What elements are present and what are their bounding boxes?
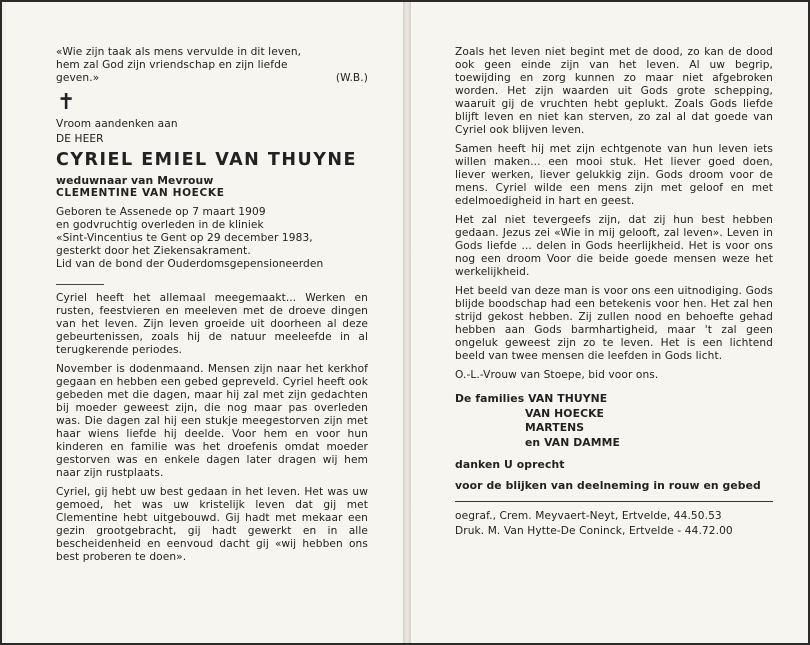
memory-text: Vroom aandenken aan: [56, 118, 178, 130]
memorial-card: [2, 2, 808, 643]
prayer-line: O.-L.-Vrouw van Stoepe, bid voor ons.: [455, 369, 659, 381]
title-text: DE HEER: [56, 133, 104, 145]
families-list: [455, 392, 773, 450]
paragraph: Cyriel heeft het allemaal meegemaakt... Werken en rusten, feestvieren en meeleven met de droeve dingen van het leven. Zijn leven groeide uit doorheen al deze gebeurtenissen, zoals hij de natuur meeleefde in al terugkerende periodes.: [56, 292, 368, 356]
deceased-name: CYRIEL EMIEL VAN THUYNE: [56, 150, 357, 170]
right-body-text: [455, 46, 773, 540]
left-page: [6, 2, 404, 643]
detail-line: «Sint-Vincentius te Gent op 29 december 1983,: [56, 232, 313, 244]
quote-line: hem zal God zijn vriendschap en zijn liefde: [56, 59, 288, 71]
printer-line: oegraf., Crem. Meyvaert-Neyt, Ertvelde, 44.50.53: [455, 510, 722, 522]
quote-line: «Wie zijn taak als mens vervulde in dit leven,: [56, 46, 302, 58]
thanks-line: danken U oprecht: [455, 458, 565, 471]
widow-of-text: weduwnaar van Mevrouw: [56, 174, 214, 187]
right-page: [410, 2, 808, 643]
cross-icon: ✝: [57, 90, 76, 115]
family-name: VAN THUYNE: [528, 392, 608, 405]
wife-name: CLEMENTINE VAN HOECKE: [56, 187, 225, 199]
thanks-block: [455, 458, 773, 493]
deceased-block: [56, 118, 368, 296]
quote-line: geven.» (W.B.): [56, 72, 368, 84]
family-name: en VAN DAMME: [525, 435, 620, 449]
quote-signature: (W.B.): [335, 72, 368, 84]
paragraph: Het beeld van deze man is voor ons een uitnodiging. Gods blijde boodschap had een betekenis voor hen. Het zal hen strijd gekost hebben. Zij zullen nood en behoefte gehad hebben aan Gods barmhartigheid, maar 't zal geen ongeluk geweest zijn zo te leven. Het is een lichtend beeld van twee mensen die leefden in Gods licht.: [455, 285, 773, 362]
family-name: MARTENS: [525, 421, 585, 434]
paragraph: Samen heeft hij met zijn echtgenote van hun leven iets willen maken... een mooi stuk. Het liever goed doen, liever werken, liever gelukkig zijn. Gods droom voor de mens. Cyriel wilde een mens zijn met geloof en met edelmoedigheid in hart en geest.: [455, 143, 773, 207]
detail-line: Lid van de bond der Ouderdomsgepensioneerden: [56, 258, 324, 270]
divider: [56, 284, 104, 285]
paragraph: Cyriel, gij hebt uw best gedaan in het leven. Het was uw gemoed, het was uw kristelijk leven dat gij met Clementine hebt uitgebouwd. Gij hadt met mekaar een gezin grootgebracht, gij hadt gewerkt en in alle bescheidenheid en eenvoud dacht gij «wij hebben ons best proberen te doen».: [56, 486, 368, 563]
family-row: [455, 392, 773, 407]
paragraph: Het zal niet tevergeefs zijn, dat zij hun best hebben gedaan. Jezus zei «Wie in mij gelooft, zal leven». Leven in Gods liefde ... delen in Gods heerlijkheid. Het is voor ons nog een droom Voor die beide goede mensen weze het werkelijkheid.: [455, 214, 773, 278]
paragraph: Zoals het leven niet begint met de dood, zo kan de dood ook geen einde zijn van het leven. Al uw begrip, toewijding en zorg kunnen zo maar niet afgebroken worden. Het zijn waarden uit Gods grote schepping, waaruit gij de vruchten hebt geplukt. Zoals Gods liefde blijft leven en niet kan sterven, zo zal al dat goede van Cyriel ook blijven leven.: [455, 46, 773, 136]
families-prefix: De families: [455, 392, 525, 405]
detail-line: Geboren te Assenede op 7 maart 1909: [56, 206, 266, 218]
detail-line: gesterkt door het Ziekensakrament.: [56, 245, 251, 257]
printer-credits: [455, 510, 773, 538]
birth-death-details: [56, 206, 368, 271]
left-body-text: [56, 292, 368, 570]
detail-line: en godvruchtig overleden in de kliniek: [56, 219, 264, 231]
paragraph: November is dodenmaand. Mensen zijn naar het kerkhof gegaan en hebben een gebed gepreveld. Cyriel heeft ook gebeden met die dagen, maar hij zal met zijn gedachten bij moeder geweest zijn, die nog maar pas overleden was. Die dagen zal hij een stukje meegestorven zijn met haar wiens liefde hij deelde. Voor hem en voor hun kinderen en familie was het droefenis omdat moeder gestorven was en enkele dagen later dragen wij hem naar zijn rustplaats.: [56, 363, 368, 479]
printer-line: Druk. M. Van Hytte-De Coninck, Ertvelde - 44.72.00: [455, 525, 733, 537]
divider: [455, 501, 773, 502]
family-name: VAN HOECKE: [525, 406, 605, 420]
thanks-line: voor de blijken van deelneming in rouw en gebed: [455, 478, 761, 492]
opening-quote: [56, 46, 368, 85]
